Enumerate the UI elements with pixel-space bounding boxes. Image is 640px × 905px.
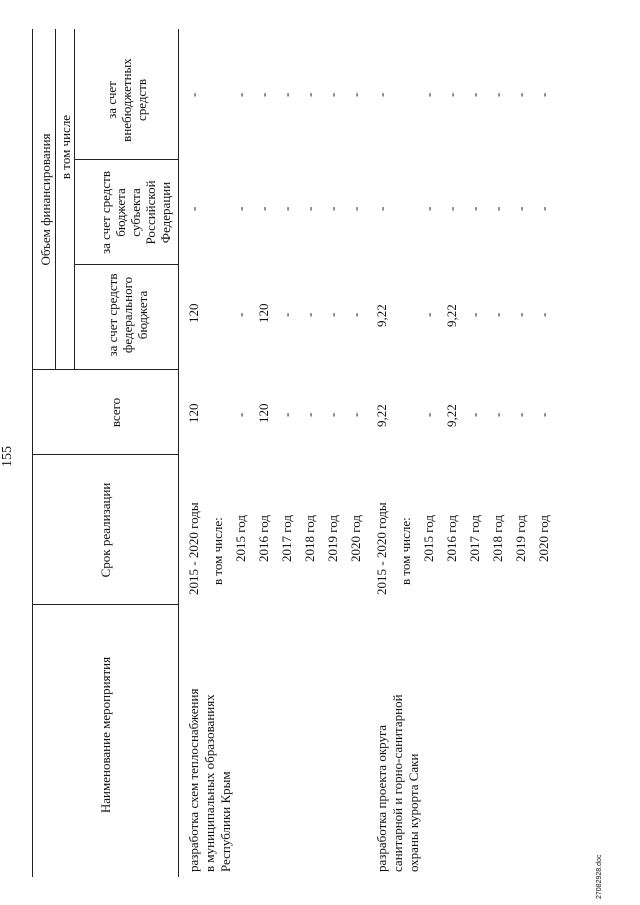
row2-regional-0: -: [374, 206, 389, 211]
row2-total-7: -: [536, 412, 551, 417]
table-top-border: [32, 29, 33, 877]
row1-regional-7: -: [348, 206, 363, 211]
row1-period-5: 2018 год: [302, 515, 317, 562]
row2-period-6: 2019 год: [513, 515, 528, 562]
row2-total-2: -: [421, 412, 436, 417]
row1-total-5: -: [302, 412, 317, 417]
row2-federal-6: -: [513, 312, 528, 317]
header-total: всего: [108, 397, 123, 428]
row1-regional-3: -: [256, 206, 271, 211]
row1-period-4: 2017 год: [279, 515, 294, 562]
row1-total-6: -: [325, 412, 340, 417]
header-including: в том числе: [58, 114, 73, 180]
row2-regional-6: -: [513, 206, 528, 211]
row1-federal-2: -: [233, 312, 248, 317]
row2-federal-7: -: [536, 312, 551, 317]
row2-extra-6: -: [513, 92, 528, 97]
row2-regional-4: -: [467, 206, 482, 211]
row1-extra-0: -: [186, 92, 201, 97]
row1-total-3: 120: [256, 403, 271, 423]
row1-total-0: 120: [186, 403, 201, 423]
row2-regional-5: -: [490, 206, 505, 211]
row2-regional-2: -: [421, 206, 436, 211]
row2-extra-5: -: [490, 92, 505, 97]
row1-name-line1: разработка схем теплоснабжения: [186, 688, 201, 872]
row1-period-1: в том числе:: [210, 517, 225, 585]
row1-extra-7: -: [348, 92, 363, 97]
funding-sub-border: [55, 29, 56, 370]
row2-period-4: 2017 год: [467, 515, 482, 562]
row1-period-6: 2019 год: [325, 515, 340, 562]
col-border-5: [74, 159, 178, 160]
row1-total-4: -: [279, 412, 294, 417]
header-federal: за счет средств федерального бюджета: [105, 273, 150, 357]
col-border-1: [32, 604, 178, 605]
row2-total-6: -: [513, 412, 528, 417]
row2-extra-7: -: [536, 92, 551, 97]
row1-period-7: 2020 год: [348, 515, 363, 562]
row1-period-0: 2015 - 2020 годы: [186, 502, 201, 595]
row2-total-3: 9,22: [444, 404, 459, 427]
row1-federal-7: -: [348, 312, 363, 317]
row1-total-7: -: [348, 412, 363, 417]
row2-period-5: 2018 год: [490, 515, 505, 562]
row2-total-0: 9,22: [374, 404, 389, 427]
row2-period-7: 2020 год: [536, 515, 551, 562]
row1-extra-4: -: [279, 92, 294, 97]
header-extrabudget: за счет внебюджетных средств: [104, 58, 149, 142]
header-regional: за счет средств бюджета субъекта Российской Федерации: [98, 171, 173, 254]
row2-regional-7: -: [536, 206, 551, 211]
row2-name-line3: охраны курорта Саки: [406, 753, 421, 872]
col-border-4: [74, 264, 178, 265]
row2-name-line2: санитарной и горно-санитарной: [390, 694, 405, 872]
row2-extra-0: -: [374, 92, 389, 97]
row2-federal-2: -: [421, 312, 436, 317]
row1-federal-4: -: [279, 312, 294, 317]
header-name: Наименование мероприятия: [98, 656, 113, 814]
row2-period-3: 2016 год: [444, 515, 459, 562]
row1-federal-0: 120: [186, 303, 201, 323]
row2-total-5: -: [490, 412, 505, 417]
row1-period-3: 2016 год: [256, 515, 271, 562]
row1-federal-5: -: [302, 312, 317, 317]
row2-period-0: 2015 - 2020 годы: [374, 502, 389, 595]
row1-regional-2: -: [233, 206, 248, 211]
row2-total-4: -: [467, 412, 482, 417]
row2-extra-3: -: [444, 92, 459, 97]
col-border-3: [32, 369, 178, 370]
row1-regional-5: -: [302, 206, 317, 211]
including-sub-border: [74, 29, 75, 370]
document-code: 27082928.doc: [596, 854, 603, 899]
row1-extra-6: -: [325, 92, 340, 97]
row1-total-2: -: [233, 412, 248, 417]
row2-federal-5: -: [490, 312, 505, 317]
row1-name-line2: в муниципальных образованиях: [202, 694, 217, 872]
row1-regional-6: -: [325, 206, 340, 211]
row2-regional-3: -: [444, 206, 459, 211]
page-number: 155: [0, 446, 15, 467]
header-period: Срок реализации: [98, 482, 113, 578]
row1-period-2: 2015 год: [233, 515, 248, 562]
col-border-2: [32, 454, 178, 455]
header-bottom-border: [178, 29, 179, 877]
row1-federal-3: 120: [256, 303, 271, 323]
row1-name-line3: Республики Крым: [218, 771, 233, 872]
header-funding: Объем финансирования: [38, 133, 53, 266]
row2-extra-2: -: [421, 92, 436, 97]
row1-extra-2: -: [233, 92, 248, 97]
row2-period-2: 2015 год: [421, 515, 436, 562]
row2-name-line1: разработка проекта округа: [374, 724, 389, 872]
row2-federal-4: -: [467, 312, 482, 317]
row1-regional-4: -: [279, 206, 294, 211]
row1-federal-6: -: [325, 312, 340, 317]
row2-period-1: в том числе:: [398, 517, 413, 585]
row2-extra-4: -: [467, 92, 482, 97]
row1-regional-0: -: [186, 206, 201, 211]
row1-extra-5: -: [302, 92, 317, 97]
row2-federal-3: 9,22: [444, 304, 459, 327]
row2-federal-0: 9,22: [374, 304, 389, 327]
row1-extra-3: -: [256, 92, 271, 97]
